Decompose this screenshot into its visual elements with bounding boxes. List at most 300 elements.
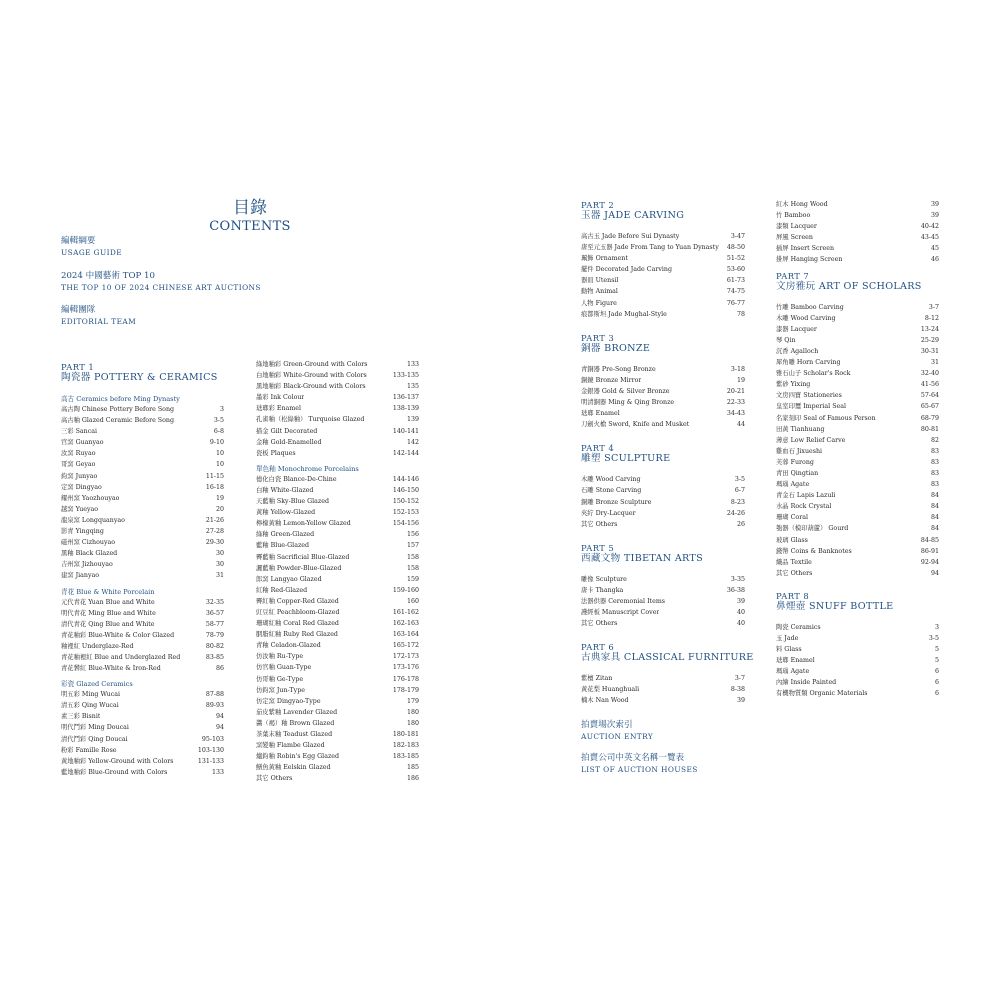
toc-entry[interactable] — [61, 700, 224, 711]
toc-entry[interactable] — [61, 404, 224, 415]
section-list — [61, 597, 224, 675]
toc-entry[interactable] — [776, 254, 939, 265]
toc-entry[interactable] — [581, 286, 745, 297]
entry-label: 皇室印璽 Imperial Seal — [776, 403, 847, 411]
entry-page: 161-162 — [392, 608, 419, 616]
toc-entry[interactable] — [256, 392, 419, 403]
entry-page: 8-23 — [730, 498, 745, 506]
entry-page: 165-172 — [392, 642, 419, 650]
entry-label: 孔雀釉（松綠釉） Turquoise Glazed — [256, 416, 365, 424]
toc-entry[interactable] — [581, 485, 745, 496]
toc-entry[interactable] — [776, 199, 939, 210]
toc-entry[interactable] — [776, 512, 939, 523]
entry-page: 162-163 — [392, 620, 419, 628]
entry-page: 142-144 — [392, 449, 419, 457]
toc-entry[interactable] — [256, 426, 419, 437]
part-block — [581, 200, 745, 320]
toc-entry[interactable] — [256, 414, 419, 425]
entry-label: 銅鏡 Bronze Mirror — [581, 376, 642, 384]
entry-label: 仿官釉 Guan-Type — [256, 664, 312, 672]
entry-label: 護經板 Manuscript Cover — [581, 609, 660, 617]
part-title: 西藏文物 TIBETAN ARTS — [581, 552, 703, 564]
toc-entry[interactable] — [776, 221, 939, 232]
toc-entry[interactable] — [581, 519, 745, 530]
toc-entry[interactable] — [61, 559, 224, 570]
entry-label: 建窯 Jianyao — [61, 572, 100, 580]
toc-entry[interactable] — [61, 515, 224, 526]
toc-entry[interactable] — [776, 232, 939, 243]
entry-page: 31 — [215, 572, 224, 580]
toc-entry[interactable] — [581, 264, 745, 275]
entry-page: 39 — [930, 201, 939, 208]
entry-page: 11-15 — [205, 472, 224, 480]
entry-page: 20 — [215, 505, 224, 513]
part-title: 鼻煙壺 SNUFF BOTTLE — [776, 600, 894, 612]
toc-entry[interactable] — [581, 364, 745, 375]
entry-label: 珊瑚 Coral — [776, 514, 808, 522]
toc-entry[interactable] — [61, 459, 224, 470]
entry-label: 夾紵 Dry-Lacquer — [581, 509, 636, 517]
toc-entry[interactable] — [256, 651, 419, 662]
entry-page: 3-18 — [730, 365, 745, 373]
toc-entry[interactable] — [776, 535, 939, 546]
toc-entry[interactable] — [256, 474, 419, 485]
toc-entry[interactable] — [61, 597, 224, 608]
entry-label: 插屏 Insert Screen — [776, 245, 834, 253]
entry-label: 德化白瓷 Blance-De-Chine — [256, 475, 337, 483]
entry-page: 160 — [406, 597, 419, 605]
entry-label: 水晶 Rock Crystal — [776, 503, 832, 511]
toc-entry[interactable] — [61, 570, 224, 581]
toc-entry[interactable] — [256, 707, 419, 718]
entry-page: 39 — [736, 597, 745, 605]
entry-label: 青田 Qingtian — [776, 469, 819, 477]
entry-label: 陶瓷 Ceramics — [776, 623, 821, 631]
entry-label: 黑地釉彩 Black-Ground with Colors — [256, 383, 366, 391]
entry-page: 25-29 — [920, 336, 939, 344]
toc-entry[interactable] — [61, 619, 224, 630]
toc-entry[interactable] — [256, 751, 419, 762]
entry-page: 6-8 — [213, 428, 224, 436]
entry-label: 茄皮紫釉 Lavender Glazed — [256, 708, 338, 716]
toc-entry[interactable] — [256, 370, 419, 381]
toc-entry[interactable] — [776, 243, 939, 254]
entry-page: 95-103 — [201, 735, 224, 743]
toc-entry[interactable] — [776, 468, 939, 479]
toc-entry[interactable] — [61, 526, 224, 537]
entry-page: 176-178 — [392, 675, 419, 683]
entry-page: 39 — [930, 212, 939, 220]
entry-label: 沉香 Agalloch — [776, 347, 819, 355]
toc-entry[interactable] — [61, 652, 224, 663]
toc-entry[interactable] — [256, 448, 419, 459]
entry-page: 10 — [215, 450, 224, 458]
toc-entry[interactable] — [61, 756, 224, 767]
toc-entry[interactable] — [581, 695, 745, 706]
entry-label: 竹 Bamboo — [776, 212, 811, 220]
entry-page: 3-5 — [928, 635, 939, 642]
entry-page: 6-7 — [734, 487, 745, 495]
toc-entry[interactable] — [256, 618, 419, 629]
entry-page: 32-40 — [920, 370, 939, 378]
toc-entry[interactable] — [581, 408, 745, 419]
toc-entry[interactable] — [581, 684, 745, 695]
toc-entry[interactable] — [256, 574, 419, 585]
back-matter-entry[interactable] — [581, 720, 745, 742]
entry-label: 金釉 Gold-Enamelled — [256, 438, 322, 446]
entry-page: 30 — [215, 561, 224, 569]
part-number: PART 8 — [776, 590, 810, 601]
entry-label: 汝窯 Ruyao — [61, 450, 96, 458]
entry-label: 唐卡 Thangka — [581, 586, 624, 594]
entry-label: 有機物質類 Organic Materials — [776, 690, 868, 698]
front-matter-entry[interactable] — [61, 271, 361, 293]
toc-entry[interactable] — [776, 655, 939, 666]
entry-label: 石雕 Stone Carving — [581, 487, 642, 495]
entry-page: 83 — [930, 481, 939, 489]
entry-en: AUCTION ENTRY — [581, 731, 654, 741]
toc-entry[interactable] — [776, 501, 939, 512]
toc-entry[interactable] — [61, 448, 224, 459]
toc-entry[interactable] — [61, 608, 224, 619]
toc-entry[interactable] — [61, 548, 224, 559]
toc-entry[interactable] — [256, 674, 419, 685]
toc-entry[interactable] — [776, 523, 939, 534]
entry-label: 龍泉窯 Longquanyao — [61, 516, 125, 524]
toc-entry[interactable] — [776, 622, 939, 633]
entry-label: 定窯 Dingyao — [61, 483, 102, 491]
toc-entry[interactable] — [581, 585, 745, 596]
entry-page: 139 — [406, 416, 419, 424]
toc-entry[interactable] — [776, 302, 939, 313]
entry-label: 楠木 Nan Wood — [581, 697, 629, 705]
section-title: 彩瓷 Glazed Ceramics — [61, 680, 133, 689]
toc-entry[interactable] — [256, 585, 419, 596]
entry-label: 瓷板 Plaques — [256, 449, 296, 457]
part-number: PART 1 — [61, 362, 95, 372]
section-list — [776, 199, 939, 266]
entry-label: 掛屏 Hanging Screen — [776, 256, 843, 264]
toc-entry[interactable] — [61, 437, 224, 448]
parts-2-6-column — [581, 200, 754, 775]
toc-entry[interactable] — [61, 745, 224, 756]
toc-entry[interactable] — [61, 415, 224, 426]
entry-label: 明代青花 Ming Blue and White — [61, 609, 156, 617]
toc-entry[interactable] — [581, 474, 745, 485]
entry-page: 19 — [736, 376, 745, 384]
toc-entry[interactable] — [61, 663, 224, 674]
entry-zh: 編輯綱要 — [61, 236, 96, 246]
entry-label: 仿鈞窯 Jun-Type — [256, 686, 305, 694]
back-matter-entry[interactable] — [581, 753, 745, 775]
toc-entry[interactable] — [776, 435, 939, 446]
toc-entry[interactable] — [256, 740, 419, 751]
part-title: 雕塑 SCULPTURE — [581, 453, 671, 465]
entry-page: 6 — [934, 690, 939, 698]
toc-entry[interactable] — [776, 677, 939, 688]
entry-label: 墨彩 Ink Colour — [256, 394, 305, 402]
toc-entry[interactable] — [776, 357, 939, 368]
toc-entry[interactable] — [776, 644, 939, 655]
entry-page: 180 — [406, 708, 419, 716]
toc-entry[interactable] — [256, 718, 419, 729]
entry-page: 157 — [406, 542, 419, 550]
entry-en: LIST OF AUCTION HOUSES — [581, 764, 698, 774]
entry-page: 158 — [406, 564, 419, 572]
entry-page: 83 — [930, 469, 939, 477]
entry-label: 玻璃 Glass — [776, 536, 808, 544]
toc-entry[interactable] — [256, 552, 419, 563]
toc-entry[interactable] — [581, 242, 745, 253]
entry-label: 內繪 Inside Painted — [776, 679, 837, 687]
toc-entry[interactable] — [581, 596, 745, 607]
entry-label: 法器供器 Ceremonial Items — [581, 597, 666, 605]
entry-page: 30 — [215, 550, 224, 558]
entry-page: 144-146 — [392, 475, 419, 483]
toc-entry[interactable] — [776, 688, 939, 699]
entry-page: 179 — [406, 697, 419, 705]
entry-page: 3-35 — [730, 575, 745, 583]
toc-entry[interactable] — [256, 762, 419, 773]
toc-entry[interactable] — [256, 518, 419, 529]
toc-entry[interactable] — [61, 493, 224, 504]
toc-entry[interactable] — [776, 390, 939, 401]
toc-entry[interactable] — [256, 607, 419, 618]
entry-page: 136-137 — [392, 394, 419, 402]
entry-label: 綠釉 Green-Glazed — [256, 531, 315, 539]
entry-page: 131-133 — [197, 757, 224, 765]
entry-label: 琺瑯彩 Enamel — [256, 405, 302, 413]
entry-label: 爐鈞釉 Robin's Egg Glazed — [256, 753, 340, 761]
entry-label: 青銅器 Pre-Song Bronze — [581, 365, 656, 373]
front-matter — [61, 236, 361, 327]
toc-entry[interactable] — [581, 309, 745, 320]
entry-label: 其它 Others — [776, 569, 813, 577]
contents-header — [150, 198, 350, 236]
entry-page: 78 — [736, 310, 745, 318]
entry-label: 瑪瑙 Agate — [776, 481, 810, 489]
entry-page: 146-150 — [392, 486, 419, 494]
toc-entry[interactable] — [581, 275, 745, 286]
toc-entry[interactable] — [61, 630, 224, 641]
toc-entry[interactable] — [256, 685, 419, 696]
section-list — [61, 404, 224, 582]
entry-page: 8-12 — [924, 314, 939, 322]
toc-entry[interactable] — [61, 537, 224, 548]
toc-entry[interactable] — [776, 379, 939, 390]
toc-entry[interactable] — [776, 490, 939, 501]
toc-entry[interactable] — [776, 546, 939, 557]
toc-entry[interactable] — [776, 368, 939, 379]
toc-entry[interactable] — [61, 504, 224, 515]
entry-page: 20-21 — [726, 387, 745, 395]
entry-label: 仿定窯 Dingyao-Type — [256, 697, 321, 705]
entry-page: 13-24 — [920, 325, 939, 333]
entry-label: 高古玉 Jade Before Sui Dynasty — [581, 233, 680, 240]
entry-label: 鈞窯 Junyao — [61, 472, 98, 480]
entry-page: 5 — [934, 657, 939, 665]
entry-label: 磁州窯 Cizhouyao — [61, 539, 116, 547]
entry-page: 92-94 — [920, 558, 939, 566]
entry-label: 吉州窯 Jizhouyao — [61, 561, 113, 569]
entry-label: 越窯 Yueyao — [61, 505, 99, 513]
entry-label: 其它 Others — [581, 620, 618, 628]
entry-label: 仿汝釉 Ru-Type — [256, 653, 304, 661]
section-list — [776, 302, 939, 579]
entry-page: 65-67 — [920, 403, 939, 411]
toc-entry[interactable] — [581, 574, 745, 585]
entry-label: 珮飾 Ornament — [581, 255, 628, 263]
entry-page: 154-156 — [392, 520, 419, 528]
toc-entry[interactable] — [776, 346, 939, 357]
toc-entry[interactable] — [581, 673, 745, 684]
entry-label: 清五彩 Qing Wucai — [61, 702, 119, 710]
entry-label: 匏器（模印葫蘆） Gourd — [776, 525, 849, 533]
toc-entry[interactable] — [256, 640, 419, 651]
toc-entry[interactable] — [256, 729, 419, 740]
entry-label: 明五彩 Ming Wucai — [61, 691, 121, 699]
entry-page: 5 — [934, 646, 939, 654]
entry-page: 26 — [736, 520, 745, 528]
toc-entry[interactable] — [776, 401, 939, 412]
toc-entry[interactable] — [581, 508, 745, 519]
entry-label: 黃釉 Yellow-Glazed — [256, 509, 316, 517]
entry-label: 醬（褐）釉 Brown Glazed — [256, 719, 335, 727]
toc-entry[interactable] — [61, 426, 224, 437]
entry-label: 擺件 Decorated Jade Carving — [581, 266, 673, 274]
entry-label: 檸檬黃釉 Lemon-Yellow Glazed — [256, 520, 351, 528]
toc-entry[interactable] — [776, 568, 939, 579]
entry-label: 瑪瑙 Agate — [776, 668, 810, 676]
title-en: CONTENTS — [209, 219, 291, 234]
toc-entry[interactable] — [256, 629, 419, 640]
entry-page: 183-185 — [392, 753, 419, 761]
part-title: 古典家具 CLASSICAL FURNITURE — [581, 652, 754, 664]
toc-entry[interactable] — [256, 540, 419, 551]
toc-entry[interactable] — [776, 324, 939, 335]
toc-entry[interactable] — [256, 773, 419, 784]
section-list — [581, 364, 745, 431]
toc-entry[interactable] — [256, 529, 419, 540]
toc-entry[interactable] — [776, 557, 939, 568]
section-title: 單色釉 Monochrome Porcelains — [256, 464, 359, 473]
entry-page: 84-85 — [920, 536, 939, 544]
section-list — [581, 474, 745, 529]
toc-entry[interactable] — [776, 666, 939, 677]
toc-entry[interactable] — [256, 696, 419, 707]
entry-label: 綠地釉彩 Green-Ground with Colors — [256, 361, 368, 368]
toc-entry[interactable] — [61, 767, 224, 778]
entry-page: 82 — [930, 436, 939, 444]
toc-entry[interactable] — [581, 607, 745, 618]
entry-page: 84 — [930, 525, 939, 533]
section-title: 高古 Ceramics before Ming Dynasty — [61, 395, 180, 403]
entry-page: 44 — [736, 421, 745, 429]
front-matter-entry[interactable] — [61, 236, 361, 258]
toc-entry[interactable] — [256, 381, 419, 392]
toc-entry[interactable] — [776, 424, 939, 435]
toc-entry[interactable] — [256, 437, 419, 448]
toc-entry[interactable] — [776, 313, 939, 324]
toc-entry[interactable] — [776, 446, 939, 457]
entry-page: 142 — [406, 438, 419, 446]
entry-label: 耀州窯 Yaozhouyao — [61, 494, 120, 502]
toc-entry[interactable] — [581, 253, 745, 264]
entry-label: 文房四寶 Stationeries — [776, 392, 842, 400]
toc-entry[interactable] — [256, 563, 419, 574]
toc-entry[interactable] — [256, 485, 419, 496]
entry-label: 器皿 Utensil — [581, 277, 619, 285]
toc-entry[interactable] — [61, 641, 224, 652]
entry-label: 薄意 Low Relief Carve — [776, 436, 846, 444]
toc-entry[interactable] — [581, 375, 745, 386]
entry-page: 94 — [930, 569, 939, 577]
toc-entry[interactable] — [61, 689, 224, 700]
toc-entry[interactable] — [776, 413, 939, 424]
toc-entry[interactable] — [61, 482, 224, 493]
toc-entry[interactable] — [61, 711, 224, 722]
toc-entry[interactable] — [256, 596, 419, 607]
toc-entry[interactable] — [256, 496, 419, 507]
toc-entry[interactable] — [581, 231, 745, 242]
entry-label: 釉裡紅 Underglaze-Red — [61, 642, 134, 650]
parts-7-8-column — [776, 199, 939, 700]
entry-page: 185 — [406, 764, 419, 772]
toc-entry[interactable] — [776, 633, 939, 644]
toc-entry[interactable] — [256, 403, 419, 414]
toc-entry[interactable] — [581, 386, 745, 397]
entry-label: 其它 Others — [581, 520, 618, 528]
toc-entry[interactable] — [776, 335, 939, 346]
entry-page: 57-64 — [920, 392, 939, 400]
toc-entry[interactable] — [776, 479, 939, 490]
entry-page: 178-179 — [392, 686, 419, 694]
toc-entry[interactable] — [256, 507, 419, 518]
toc-entry[interactable] — [61, 471, 224, 482]
toc-entry[interactable] — [581, 497, 745, 508]
entry-label: 哥窯 Geyao — [61, 461, 96, 469]
entry-label: 粉彩 Famille Rose — [61, 746, 117, 754]
toc-entry[interactable] — [256, 359, 419, 370]
entry-label: 痕都斯坦 Jade Mughal-Style — [581, 310, 667, 318]
entry-label: 清代青花 Qing Blue and White — [61, 620, 155, 628]
entry-page: 80-82 — [205, 642, 224, 650]
section-list — [61, 689, 224, 778]
entry-label: 田黃 Tianhuang — [776, 425, 825, 433]
toc-entry[interactable] — [581, 298, 745, 309]
front-matter-entry[interactable] — [61, 305, 361, 327]
entry-label: 仿哥釉 Ge-Type — [256, 675, 304, 683]
toc-entry[interactable] — [581, 618, 745, 629]
entry-page: 103-130 — [197, 746, 224, 754]
toc-entry[interactable] — [61, 734, 224, 745]
toc-entry[interactable] — [776, 457, 939, 468]
toc-entry[interactable] — [581, 419, 745, 430]
entry-label: 霽藍釉 Sacrificial Blue-Glazed — [256, 553, 350, 561]
entry-page: 3-7 — [734, 675, 745, 683]
entry-page: 84 — [930, 503, 939, 511]
entry-label: 高古釉 Glazed Ceramic Before Song — [61, 417, 174, 425]
entry-page: 173-176 — [392, 664, 419, 672]
entry-page: 39 — [736, 697, 745, 705]
entry-label: 元代青花 Yuan Blue and White — [61, 598, 155, 606]
toc-entry[interactable] — [581, 397, 745, 408]
part1-column — [61, 362, 224, 778]
entry-en: EDITORIAL TEAM — [61, 317, 137, 326]
toc-entry[interactable] — [61, 722, 224, 733]
toc-entry[interactable] — [256, 662, 419, 673]
toc-entry[interactable] — [776, 210, 939, 221]
